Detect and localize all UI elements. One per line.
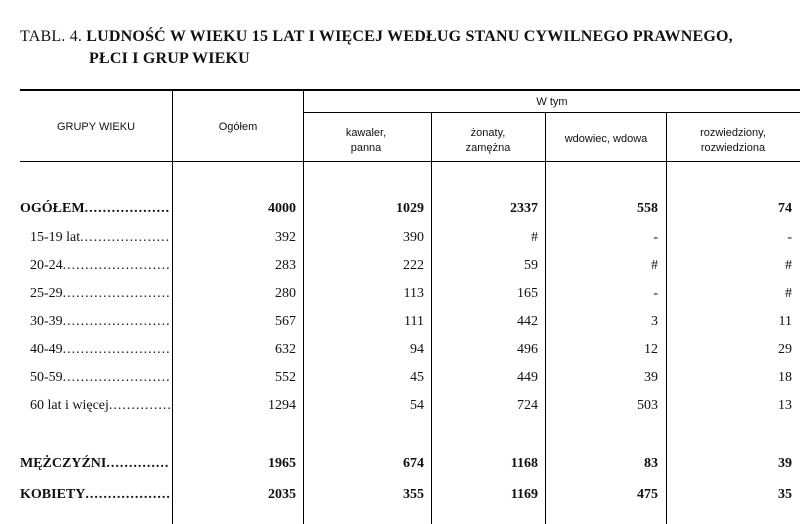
cell-widowed: 3 (651, 314, 658, 329)
table-title (20, 26, 733, 70)
header-married: żonaty, zamężna (465, 127, 511, 154)
table-top-rule (20, 89, 800, 91)
cell-single: 45 (410, 370, 424, 385)
cell-divorced: 35 (778, 487, 792, 502)
row-label: 15-19 lat ..... (30, 226, 170, 250)
cell-divorced: 11 (778, 314, 792, 329)
cell-divorced: # (785, 286, 792, 301)
cell-widowed: 475 (637, 487, 658, 502)
cell-divorced: 18 (778, 370, 792, 385)
cell-married: 724 (517, 398, 538, 413)
cell-divorced: 39 (778, 456, 792, 471)
table-row (0, 338, 800, 362)
table-row (0, 226, 800, 250)
cell-married: 1169 (510, 487, 538, 502)
cell-divorced: 13 (778, 398, 792, 413)
table-row (0, 282, 800, 306)
cell-widowed: - (653, 230, 658, 245)
table-row (0, 452, 800, 476)
cell-single: 1029 (396, 201, 424, 216)
row-label: 50-59 ..... (30, 366, 170, 390)
header-single: kawaler, panna (345, 127, 387, 154)
cell-widowed: # (651, 258, 658, 273)
cell-married: # (531, 230, 538, 245)
cell-single: 94 (410, 342, 424, 357)
row-label: 60 lat i więcej ..... (30, 394, 170, 418)
cell-total: 280 (275, 286, 296, 301)
cell-married: 496 (517, 342, 538, 357)
cell-married: 165 (517, 286, 538, 301)
cell-single: 222 (403, 258, 424, 273)
table-row (0, 366, 800, 390)
row-label: 25-29 ..... (30, 282, 170, 306)
table-row (0, 310, 800, 334)
cell-divorced: # (785, 258, 792, 273)
row-label: KOBIETY ..... (20, 483, 170, 507)
table-row (0, 394, 800, 418)
table-title-line1: LUDNOŚĆ W WIEKU 15 LAT I WIĘCEJ WEDŁUG STANU CYWILNEGO PRAWNEGO, (86, 28, 733, 45)
cell-divorced: - (787, 230, 792, 245)
row-label: OGÓŁEM ..... (20, 197, 170, 221)
cell-widowed: 12 (644, 342, 658, 357)
header-of-which: W tym (536, 96, 568, 108)
cell-divorced: 29 (778, 342, 792, 357)
row-label: 20-24 ..... (30, 254, 170, 278)
cell-married: 449 (517, 370, 538, 385)
cell-married: 59 (524, 258, 538, 273)
cell-divorced: 74 (778, 201, 792, 216)
cell-total: 392 (275, 230, 296, 245)
cell-total: 283 (275, 258, 296, 273)
row-label: 30-39 ..... (30, 310, 170, 334)
cell-single: 111 (404, 314, 424, 329)
table-row (0, 483, 800, 507)
cell-married: 2337 (510, 201, 538, 216)
table-number: TABL. 4. (20, 28, 83, 45)
row-label: MĘŻCZYŹNI ..... (20, 452, 170, 476)
cell-widowed: 503 (637, 398, 658, 413)
cell-single: 113 (403, 286, 424, 301)
cell-married: 1168 (510, 456, 538, 471)
cell-single: 390 (403, 230, 424, 245)
header-age-groups: GRUPY WIEKU (56, 121, 136, 133)
cell-total: 2035 (268, 487, 296, 502)
cell-single: 54 (410, 398, 424, 413)
table-row (0, 197, 800, 221)
cell-married: 442 (517, 314, 538, 329)
cell-total: 567 (275, 314, 296, 329)
cell-widowed: 39 (644, 370, 658, 385)
cell-total: 1965 (268, 456, 296, 471)
cell-total: 4000 (268, 201, 296, 216)
cell-total: 1294 (268, 398, 296, 413)
cell-total: 632 (275, 342, 296, 357)
cell-single: 674 (403, 456, 424, 471)
table-row (0, 254, 800, 278)
cell-widowed: 83 (644, 456, 658, 471)
header-total: Ogółem (218, 121, 258, 133)
cell-widowed: - (653, 286, 658, 301)
row-label: 40-49 ..... (30, 338, 170, 362)
table-title-line2: PŁCI I GRUP WIEKU (89, 50, 250, 67)
cell-single: 355 (403, 487, 424, 502)
header-widowed: wdowiec, wdowa (564, 133, 648, 145)
w-tym-rule (303, 112, 800, 113)
cell-widowed: 558 (637, 201, 658, 216)
header-bottom-rule (20, 161, 800, 162)
header-divorced: rozwiedziony, rozwiedziona (700, 127, 766, 154)
cell-total: 552 (275, 370, 296, 385)
